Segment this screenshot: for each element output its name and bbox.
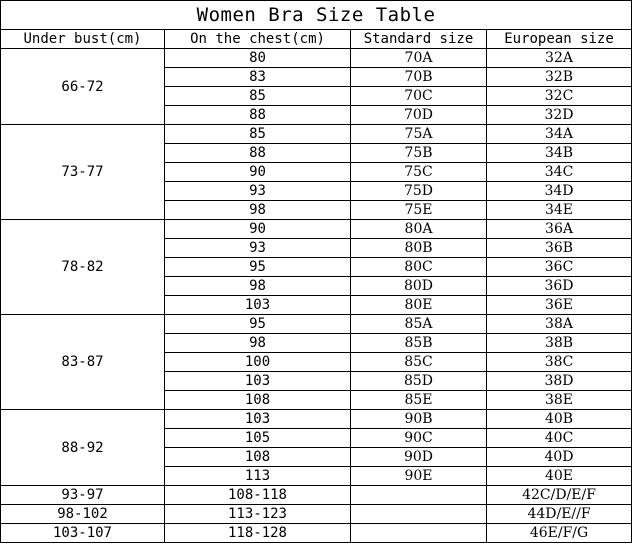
title-row — [1, 1, 632, 30]
european-cell: 40C — [487, 429, 632, 448]
european-cell: 38D — [487, 372, 632, 391]
standard-cell: 90C — [351, 429, 487, 448]
standard-cell: 90D — [351, 448, 487, 467]
table-row — [1, 410, 632, 429]
european-cell: 36A — [487, 220, 632, 239]
european-cell: 36E — [487, 296, 632, 315]
table-head — [1, 1, 632, 49]
european-cell: 42C/D/E/F — [487, 486, 632, 505]
chest-cell: 108 — [165, 391, 351, 410]
standard-cell: 85C — [351, 353, 487, 372]
under-bust-cell: 98-102 — [1, 505, 165, 524]
chest-cell: 83 — [165, 68, 351, 87]
chest-cell: 103 — [165, 372, 351, 391]
table-row — [1, 505, 632, 524]
table-row — [1, 486, 632, 505]
european-cell: 32B — [487, 68, 632, 87]
chest-cell: 113 — [165, 467, 351, 486]
standard-cell: 90E — [351, 467, 487, 486]
chest-cell: 108 — [165, 448, 351, 467]
european-cell: 36D — [487, 277, 632, 296]
table-row — [1, 220, 632, 239]
european-cell: 34B — [487, 144, 632, 163]
chest-cell: 105 — [165, 429, 351, 448]
standard-cell: 75C — [351, 163, 487, 182]
chest-cell: 118-128 — [165, 524, 351, 543]
chest-cell: 80 — [165, 49, 351, 68]
chest-cell: 95 — [165, 315, 351, 334]
standard-cell: 85D — [351, 372, 487, 391]
table-body — [1, 49, 632, 543]
header-under-bust: Under bust(cm) — [1, 30, 165, 49]
european-cell: 38B — [487, 334, 632, 353]
european-cell: 32D — [487, 106, 632, 125]
european-cell: 44D/E//F — [487, 505, 632, 524]
chest-cell: 103 — [165, 410, 351, 429]
under-bust-cell: 73-77 — [1, 125, 165, 220]
under-bust-cell: 93-97 — [1, 486, 165, 505]
european-cell: 36C — [487, 258, 632, 277]
header-european-size: European size — [487, 30, 632, 49]
chest-cell: 88 — [165, 144, 351, 163]
under-bust-cell: 103-107 — [1, 524, 165, 543]
standard-cell: 80A — [351, 220, 487, 239]
standard-cell — [351, 505, 487, 524]
standard-cell: 70C — [351, 87, 487, 106]
standard-cell: 80E — [351, 296, 487, 315]
chest-cell: 98 — [165, 201, 351, 220]
chest-cell: 90 — [165, 163, 351, 182]
under-bust-cell: 88-92 — [1, 410, 165, 486]
chest-cell: 98 — [165, 277, 351, 296]
standard-cell: 80C — [351, 258, 487, 277]
european-cell: 36B — [487, 239, 632, 258]
european-cell: 32C — [487, 87, 632, 106]
standard-cell: 80D — [351, 277, 487, 296]
table-title: Women Bra Size Table — [1, 1, 632, 30]
european-cell: 40B — [487, 410, 632, 429]
standard-cell: 70D — [351, 106, 487, 125]
chest-cell: 108-118 — [165, 486, 351, 505]
chest-cell: 90 — [165, 220, 351, 239]
european-cell: 40D — [487, 448, 632, 467]
chest-cell: 93 — [165, 182, 351, 201]
standard-cell: 85E — [351, 391, 487, 410]
header-standard-size: Standard size — [351, 30, 487, 49]
chest-cell: 113-123 — [165, 505, 351, 524]
standard-cell: 75A — [351, 125, 487, 144]
european-cell: 46E/F/G — [487, 524, 632, 543]
table-row — [1, 49, 632, 68]
standard-cell: 70A — [351, 49, 487, 68]
header-row — [1, 30, 632, 49]
under-bust-cell: 83-87 — [1, 315, 165, 410]
under-bust-cell: 78-82 — [1, 220, 165, 315]
european-cell: 32A — [487, 49, 632, 68]
european-cell: 38C — [487, 353, 632, 372]
chest-cell: 103 — [165, 296, 351, 315]
chest-cell: 93 — [165, 239, 351, 258]
standard-cell: 90B — [351, 410, 487, 429]
european-cell: 34E — [487, 201, 632, 220]
european-cell: 34C — [487, 163, 632, 182]
standard-cell: 75E — [351, 201, 487, 220]
header-on-the-chest: On the chest(cm) — [165, 30, 351, 49]
european-cell: 38A — [487, 315, 632, 334]
standard-cell — [351, 486, 487, 505]
table-row — [1, 125, 632, 144]
standard-cell: 75D — [351, 182, 487, 201]
standard-cell: 85A — [351, 315, 487, 334]
european-cell: 34D — [487, 182, 632, 201]
standard-cell: 75B — [351, 144, 487, 163]
european-cell: 38E — [487, 391, 632, 410]
standard-cell: 85B — [351, 334, 487, 353]
standard-cell: 70B — [351, 68, 487, 87]
table-row — [1, 315, 632, 334]
chest-cell: 95 — [165, 258, 351, 277]
under-bust-cell: 66-72 — [1, 49, 165, 125]
standard-cell — [351, 524, 487, 543]
chest-cell: 98 — [165, 334, 351, 353]
standard-cell: 80B — [351, 239, 487, 258]
chest-cell: 88 — [165, 106, 351, 125]
european-cell: 40E — [487, 467, 632, 486]
table-row — [1, 524, 632, 543]
chest-cell: 85 — [165, 125, 351, 144]
chest-cell: 85 — [165, 87, 351, 106]
european-cell: 34A — [487, 125, 632, 144]
chest-cell: 100 — [165, 353, 351, 372]
